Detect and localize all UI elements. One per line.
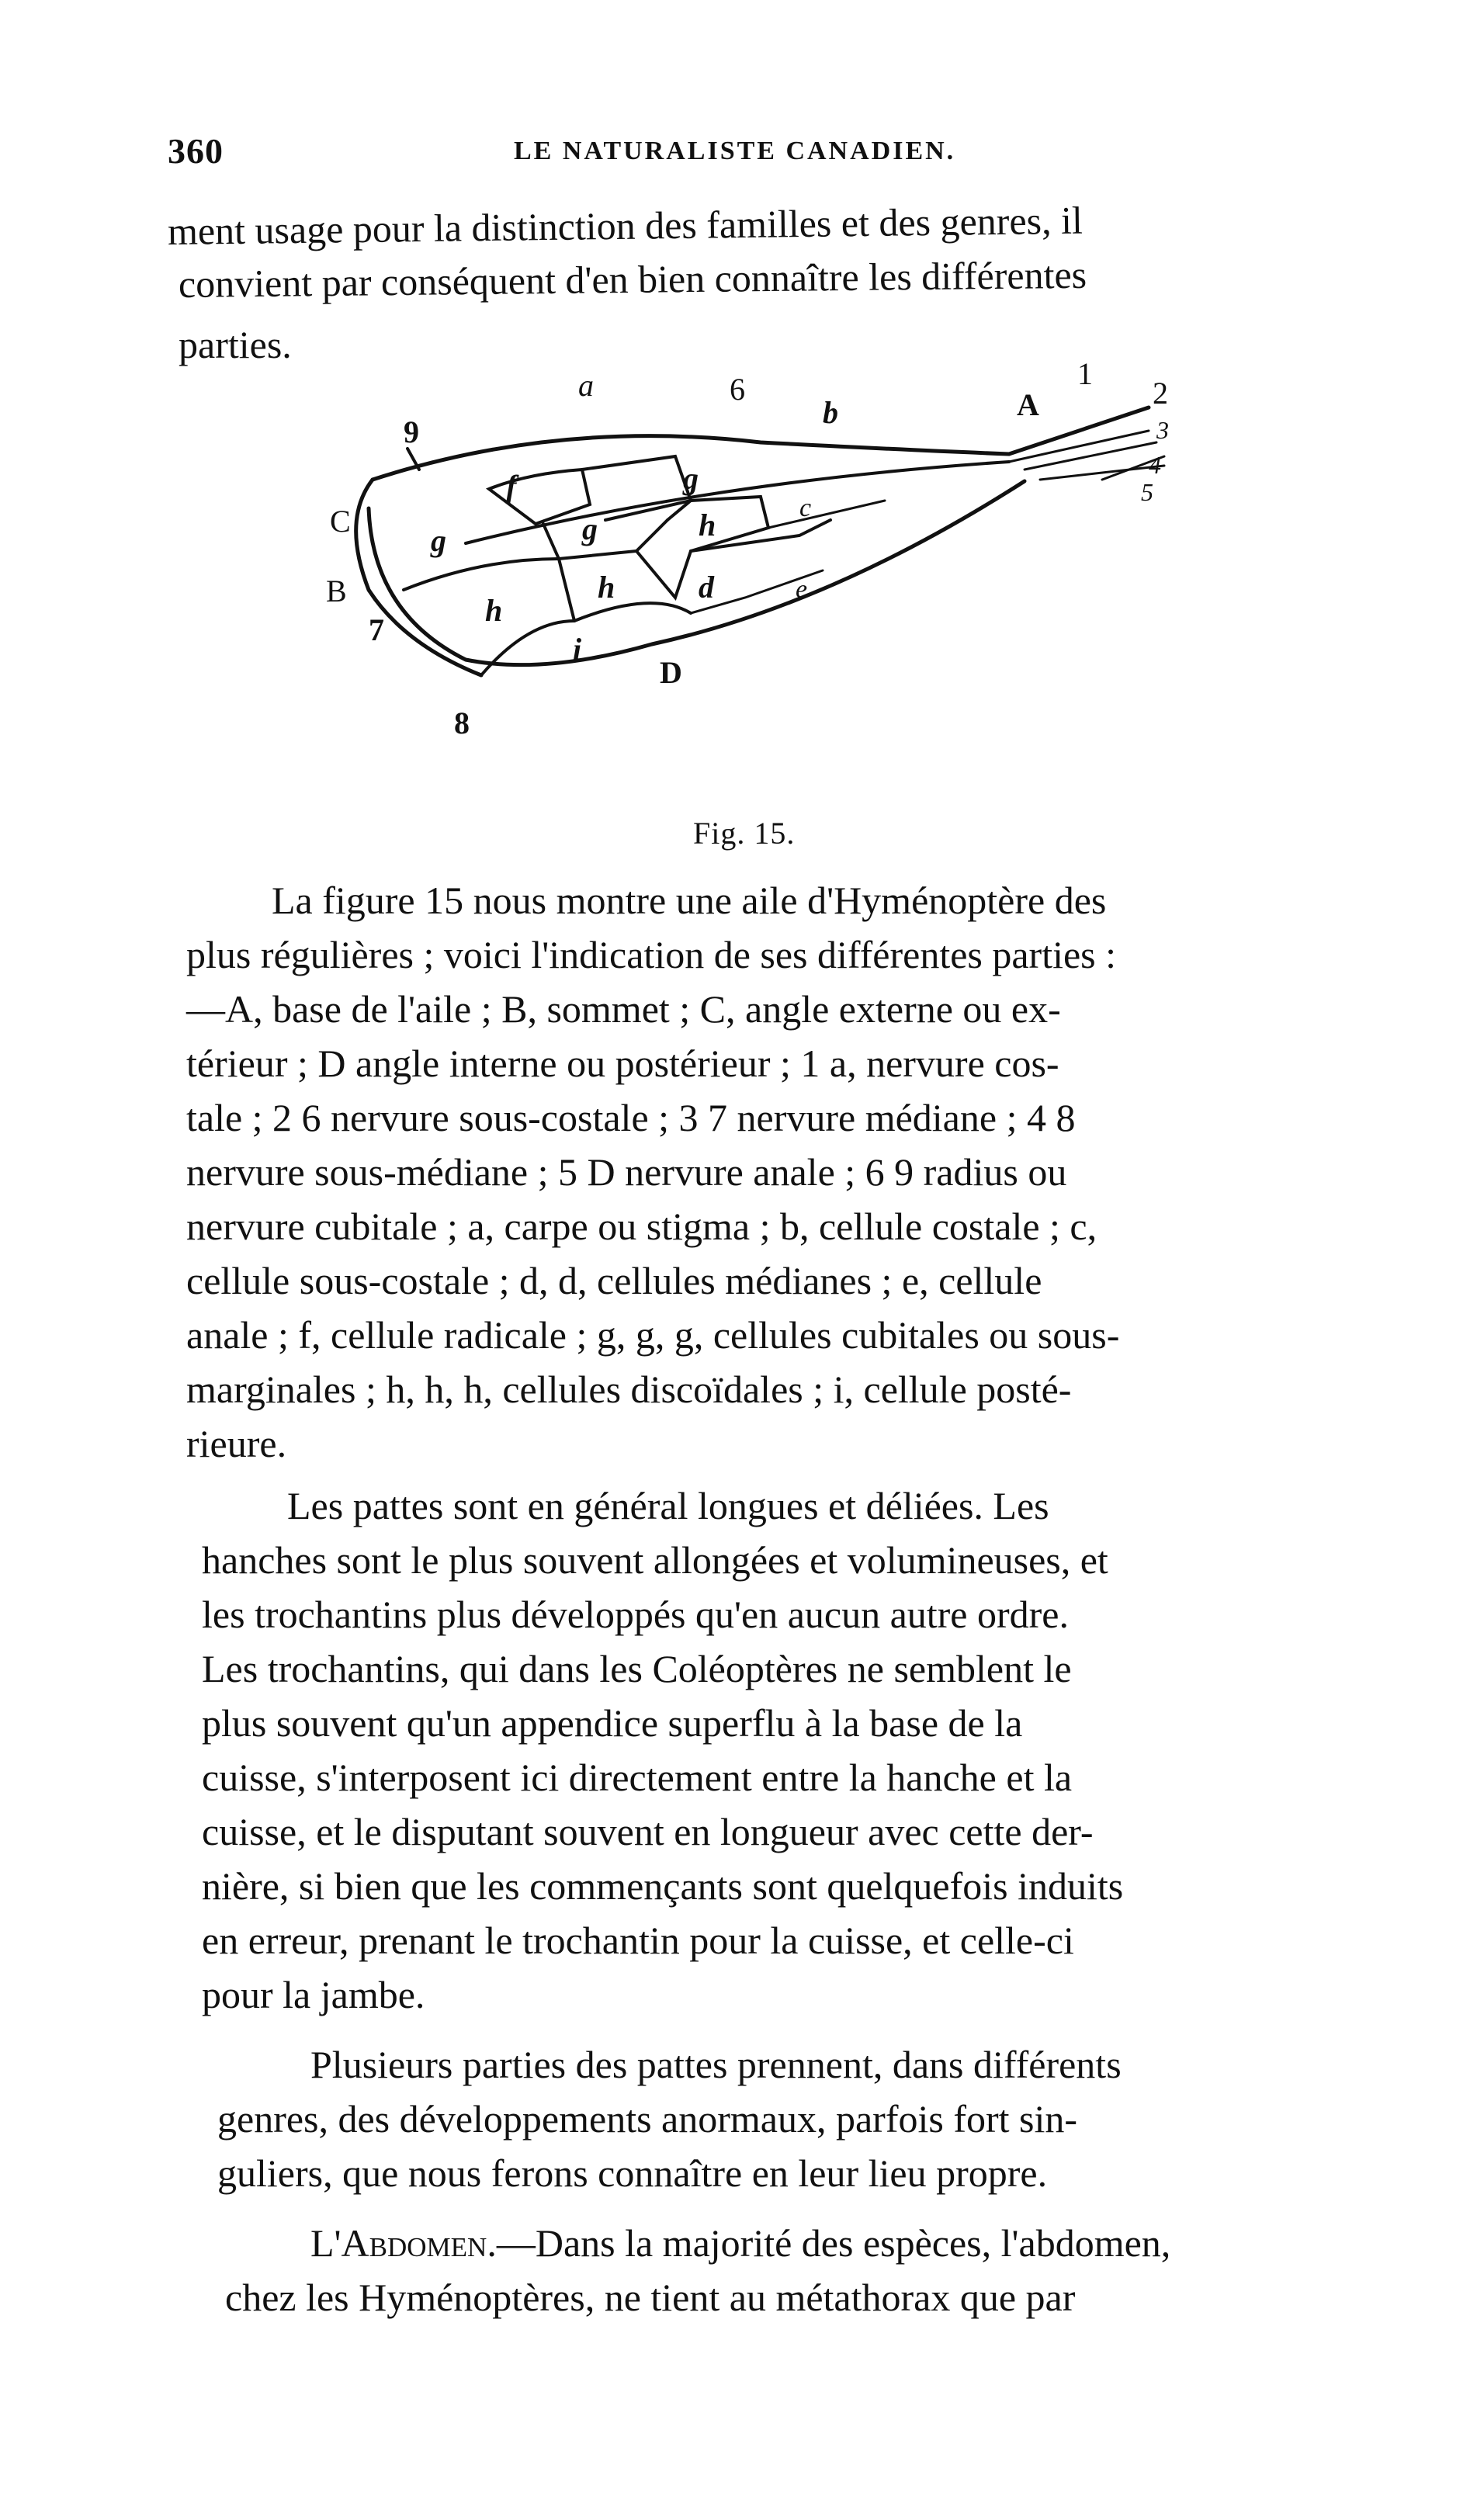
text-line: anale ; f, cellule radicale ; g, g, g, cellules cubitales ou sous- — [186, 1313, 1120, 1357]
label-h: h — [699, 508, 716, 543]
section-heading-abdomen: L'Abdomen. — [310, 2221, 497, 2265]
posterior-margin — [369, 481, 1025, 665]
text-line: tale ; 2 6 nervure sous-costale ; 3 7 nervure médiane ; 4 8 — [186, 1096, 1076, 1139]
label-g: g — [683, 461, 699, 496]
text-line: térieur ; D angle interne ou postérieur ; 1 a, nervure cos- — [186, 1042, 1059, 1085]
label-a: a — [578, 368, 594, 403]
text-line: pour la jambe. — [202, 1973, 425, 2016]
text-line: Les trochantins, qui dans les Coléoptères ne semblent le — [202, 1647, 1072, 1690]
text-run: —Dans la majorité des espèces, l'abdomen, — [496, 2221, 1171, 2265]
label-h: h — [598, 570, 615, 605]
label-b: b — [823, 395, 838, 430]
text-line — [310, 2220, 1170, 2266]
text-line: marginales ; h, h, h, cellules discoïdales ; i, cellule posté- — [186, 1368, 1072, 1411]
text-line: les trochantins plus développés qu'en aucun autre ordre. — [202, 1593, 1069, 1636]
label-5: 5 — [1141, 478, 1153, 506]
label-i: i — [573, 632, 582, 667]
text-line: —A, base de l'aile ; B, sommet ; C, angle externe ou ex- — [186, 987, 1061, 1031]
label-g: g — [582, 511, 598, 546]
label-e: e — [796, 575, 808, 604]
text-line: plus souvent qu'un appendice superflu à la base de la — [202, 1701, 1023, 1745]
label-C: C — [330, 504, 351, 539]
label-A: A — [1017, 387, 1039, 422]
label-8: 8 — [454, 705, 470, 740]
text-line: hanches sont le plus souvent allongées et volumineuses, et — [202, 1538, 1108, 1582]
text-line: plus régulières ; voici l'indication de ses différentes parties : — [186, 933, 1117, 976]
label-2: 2 — [1153, 376, 1168, 411]
text-line: rieure. — [186, 1422, 287, 1465]
text-line: guliers, que nous ferons connaître en leur lieu propre. — [217, 2151, 1048, 2195]
text-line: parties. — [179, 323, 292, 366]
text-line: cuisse, et le disputant souvent en longueur avec cette der- — [202, 1810, 1094, 1853]
text-line: convient par conséquent d'en bien connaître les différentes — [178, 252, 1087, 306]
text-line: nervure sous-médiane ; 5 D nervure anale ; 6 9 radius ou — [186, 1150, 1067, 1194]
label-4: 4 — [1149, 451, 1161, 479]
figure-caption: Fig. 15. — [693, 816, 796, 851]
hymenoptera-wing-diagram — [326, 356, 1226, 753]
label-7: 7 — [369, 612, 384, 647]
label-6: 6 — [730, 372, 745, 407]
label-h: h — [485, 593, 503, 628]
text-line: cellule sous-costale ; d, d, cellules médianes ; e, cellule — [186, 1259, 1042, 1302]
label-g: g — [431, 523, 446, 558]
text-line: chez les Hyménoptères, ne tient au métathorax que par — [225, 2276, 1076, 2319]
text-line: Les pattes sont en général longues et déliées. Les — [287, 1484, 1049, 1527]
running-title: LE NATURALISTE CANADIEN. — [514, 137, 956, 165]
label-c: c — [799, 494, 812, 522]
label-3: 3 — [1156, 416, 1169, 444]
text-line: nervure cubitale ; a, carpe ou stigma ; b, cellule costale ; c, — [186, 1205, 1097, 1248]
text-line: La figure 15 nous montre une aile d'Hyménoptère des — [272, 879, 1107, 922]
label-1: 1 — [1077, 356, 1093, 391]
label-D: D — [660, 655, 682, 690]
label-f: f — [506, 469, 517, 504]
wing-figure — [326, 356, 1226, 753]
text-line: nière, si bien que les commençants sont quelquefois induits — [202, 1864, 1124, 1908]
text-line: en erreur, prenant le trochantin pour la cuisse, et celle-ci — [202, 1919, 1074, 1962]
text-line: cuisse, s'interposent ici directement entre la hanche et la — [202, 1756, 1073, 1799]
text-line: ment usage pour la distinction des familles et des genres, il — [167, 198, 1084, 253]
label-9: 9 — [404, 414, 419, 449]
text-line: genres, des développements anormaux, parfois fort sin- — [217, 2097, 1078, 2141]
page-number: 360 — [168, 131, 224, 171]
text-line: Plusieurs parties des pattes prennent, dans différents — [310, 2043, 1122, 2086]
label-d: d — [699, 570, 714, 605]
label-B: B — [326, 574, 347, 608]
